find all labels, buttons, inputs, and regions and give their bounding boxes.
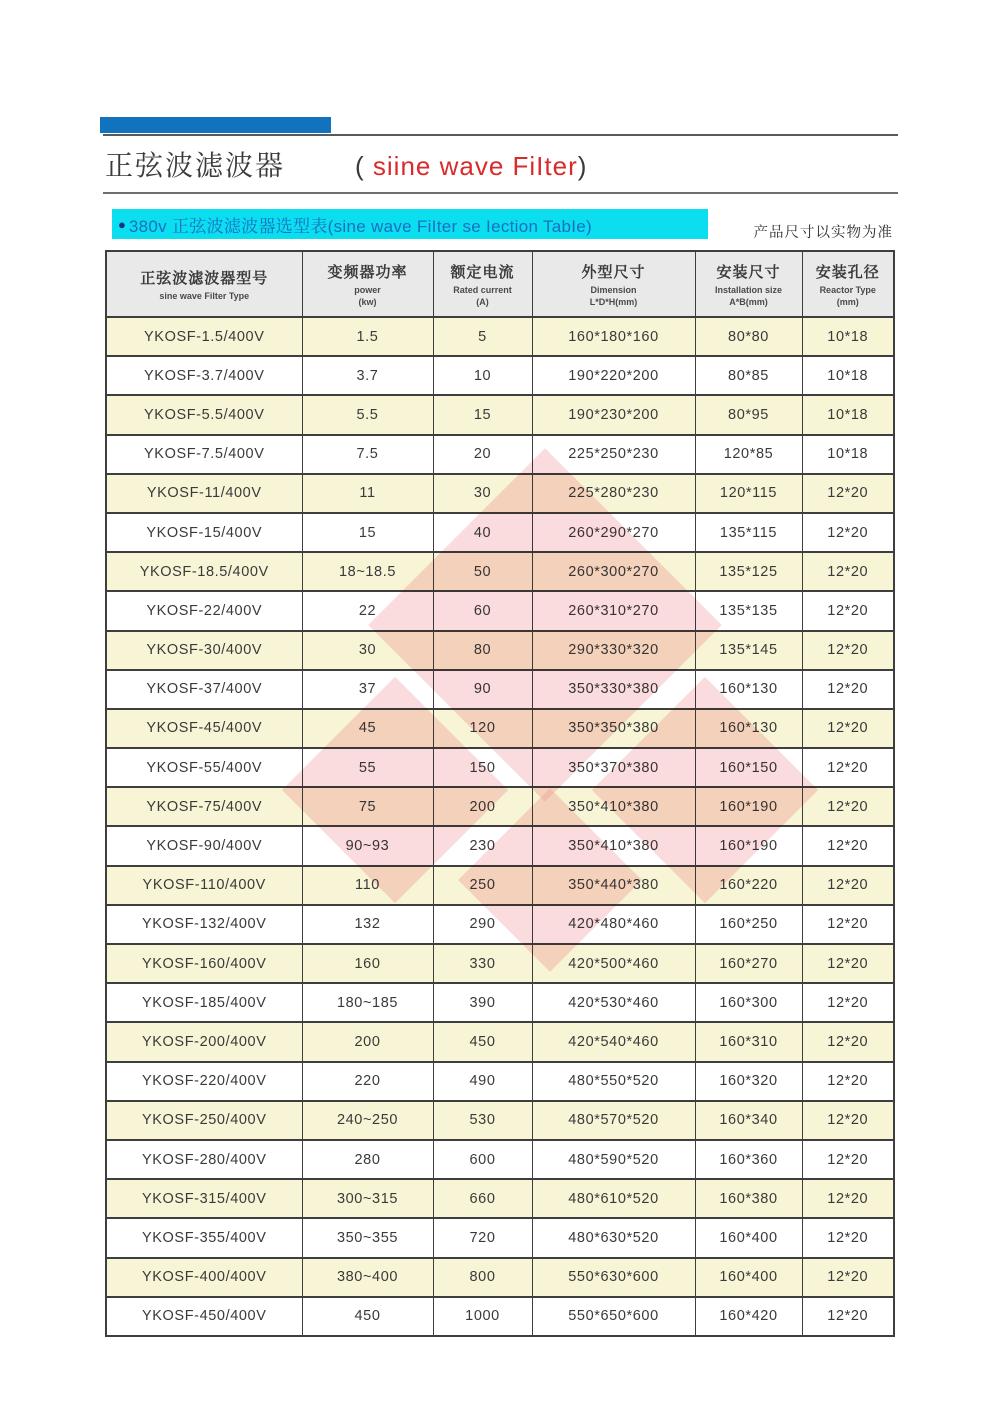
cell-hole: 12*20 — [802, 513, 894, 552]
cell-model: YKOSF-37/400V — [106, 670, 302, 709]
cell-hole: 12*20 — [802, 1218, 894, 1257]
title-chinese: 正弦波滤波器 — [105, 150, 286, 181]
cell-power: 380~400 — [302, 1258, 433, 1297]
cell-power: 280 — [302, 1140, 433, 1179]
cell-installation: 160*380 — [695, 1179, 802, 1218]
header-cn: 正弦波滤波器型号 — [140, 270, 269, 287]
cell-power: 55 — [302, 748, 433, 787]
cell-hole: 12*20 — [802, 591, 894, 630]
cell-model: YKOSF-90/400V — [106, 826, 302, 865]
size-note: 产品尺寸以实物为准 — [753, 225, 893, 241]
header-cn: 安装孔径 — [815, 264, 880, 281]
cell-hole: 12*20 — [802, 983, 894, 1022]
cell-current: 720 — [433, 1218, 532, 1257]
cell-power: 75 — [302, 787, 433, 826]
cell-hole: 12*20 — [802, 474, 894, 513]
cell-model: YKOSF-11/400V — [106, 474, 302, 513]
cell-current: 490 — [433, 1062, 532, 1101]
table-row — [106, 670, 894, 709]
cell-dimension: 420*530*460 — [532, 983, 695, 1022]
cell-current: 1000 — [433, 1297, 532, 1336]
header-unit: (mm) — [836, 297, 859, 307]
header-en: Reactor Type — [819, 285, 876, 295]
cell-installation: 160*310 — [695, 1022, 802, 1061]
cell-installation: 160*150 — [695, 748, 802, 787]
cell-power: 240~250 — [302, 1101, 433, 1140]
cell-installation: 160*130 — [695, 670, 802, 709]
cell-hole: 12*20 — [802, 826, 894, 865]
cell-installation: 160*190 — [695, 826, 802, 865]
cell-current: 5 — [433, 317, 532, 356]
cell-installation: 160*340 — [695, 1101, 802, 1140]
cell-model: YKOSF-5.5/400V — [106, 395, 302, 434]
cell-model: YKOSF-45/400V — [106, 709, 302, 748]
cell-hole: 12*20 — [802, 1179, 894, 1218]
cell-current: 800 — [433, 1258, 532, 1297]
table-row — [106, 905, 894, 944]
cell-power: 200 — [302, 1022, 433, 1061]
cell-dimension: 290*330*320 — [532, 631, 695, 670]
cell-installation: 80*95 — [695, 395, 802, 434]
cell-dimension: 480*590*520 — [532, 1140, 695, 1179]
cell-hole: 12*20 — [802, 1062, 894, 1101]
cell-power: 132 — [302, 905, 433, 944]
table-row — [106, 826, 894, 865]
cell-power: 300~315 — [302, 1179, 433, 1218]
cell-dimension: 190*220*200 — [532, 356, 695, 395]
table-row — [106, 944, 894, 983]
cell-dimension: 480*570*520 — [532, 1101, 695, 1140]
cell-power: 350~355 — [302, 1218, 433, 1257]
cell-current: 120 — [433, 709, 532, 748]
table-row — [106, 1258, 894, 1297]
cell-power: 3.7 — [302, 356, 433, 395]
cell-current: 40 — [433, 513, 532, 552]
cell-hole: 12*20 — [802, 631, 894, 670]
cell-model: YKOSF-1.5/400V — [106, 317, 302, 356]
title-english — [355, 151, 587, 181]
header-en: Dimension — [590, 285, 637, 295]
cell-current: 290 — [433, 905, 532, 944]
table-row — [106, 1218, 894, 1257]
cell-power: 22 — [302, 591, 433, 630]
cell-installation: 160*420 — [695, 1297, 802, 1336]
table-row — [106, 748, 894, 787]
bullet-icon: ● — [118, 216, 126, 232]
cell-power: 30 — [302, 631, 433, 670]
table-row — [106, 474, 894, 513]
page-title — [105, 144, 895, 184]
section-highlight-text: 380v 正弦波滤波器选型表(sine wave FiIter se Iection TabIe) — [128, 216, 592, 236]
cell-power: 110 — [302, 866, 433, 905]
cell-current: 600 — [433, 1140, 532, 1179]
cell-installation: 135*125 — [695, 552, 802, 591]
cell-dimension: 350*440*380 — [532, 866, 695, 905]
cell-hole: 12*20 — [802, 905, 894, 944]
cell-model: YKOSF-200/400V — [106, 1022, 302, 1061]
cell-installation: 135*145 — [695, 631, 802, 670]
section-highlight — [112, 209, 708, 239]
cell-dimension: 550*630*600 — [532, 1258, 695, 1297]
cell-hole: 12*20 — [802, 552, 894, 591]
cell-dimension: 550*650*600 — [532, 1297, 695, 1336]
cell-installation: 160*360 — [695, 1140, 802, 1179]
cell-installation: 135*115 — [695, 513, 802, 552]
table-row — [106, 356, 894, 395]
header-cn: 外型尺寸 — [581, 264, 646, 281]
cell-model: YKOSF-400/400V — [106, 1258, 302, 1297]
table-row — [106, 631, 894, 670]
cell-dimension: 260*290*270 — [532, 513, 695, 552]
cell-dimension: 350*410*380 — [532, 826, 695, 865]
col-header-installation — [695, 251, 802, 317]
table-row — [106, 513, 894, 552]
cell-current: 15 — [433, 395, 532, 434]
cell-model: YKOSF-250/400V — [106, 1101, 302, 1140]
cell-model: YKOSF-75/400V — [106, 787, 302, 826]
title-open-paren: ( — [355, 151, 373, 181]
cell-model: YKOSF-110/400V — [106, 866, 302, 905]
cell-current: 660 — [433, 1179, 532, 1218]
cell-dimension: 480*610*520 — [532, 1179, 695, 1218]
cell-installation: 135*135 — [695, 591, 802, 630]
cell-model: YKOSF-132/400V — [106, 905, 302, 944]
spec-table — [105, 250, 895, 1337]
cell-dimension: 350*330*380 — [532, 670, 695, 709]
cell-dimension: 225*280*230 — [532, 474, 695, 513]
col-header-current — [433, 251, 532, 317]
header-cn: 安装尺寸 — [716, 264, 781, 281]
cell-hole: 12*20 — [802, 787, 894, 826]
table-row — [106, 1179, 894, 1218]
cell-current: 30 — [433, 474, 532, 513]
table-body — [106, 317, 894, 1336]
cell-dimension: 350*350*380 — [532, 709, 695, 748]
cell-model: YKOSF-160/400V — [106, 944, 302, 983]
cell-hole: 10*18 — [802, 356, 894, 395]
table-row — [106, 1062, 894, 1101]
cell-current: 60 — [433, 591, 532, 630]
cell-power: 15 — [302, 513, 433, 552]
header-rule — [103, 134, 898, 136]
cell-power: 5.5 — [302, 395, 433, 434]
cell-model: YKOSF-22/400V — [106, 591, 302, 630]
cell-hole: 12*20 — [802, 866, 894, 905]
cell-dimension: 350*410*380 — [532, 787, 695, 826]
cell-model: YKOSF-3.7/400V — [106, 356, 302, 395]
cell-model: YKOSF-355/400V — [106, 1218, 302, 1257]
cell-current: 450 — [433, 1022, 532, 1061]
cell-installation: 80*80 — [695, 317, 802, 356]
header-cn: 变频器功率 — [327, 264, 408, 281]
col-header-model — [106, 251, 302, 317]
cell-dimension: 190*230*200 — [532, 395, 695, 434]
header-en: power — [354, 285, 381, 295]
cell-hole: 12*20 — [802, 1140, 894, 1179]
cell-dimension: 225*250*230 — [532, 435, 695, 474]
cell-power: 160 — [302, 944, 433, 983]
cell-hole: 12*20 — [802, 670, 894, 709]
table-row — [106, 1297, 894, 1336]
cell-power: 45 — [302, 709, 433, 748]
cell-current: 150 — [433, 748, 532, 787]
header-unit: (kw) — [358, 297, 377, 307]
cell-dimension: 420*480*460 — [532, 905, 695, 944]
header-unit: (A) — [476, 297, 489, 307]
table-header-row — [106, 251, 894, 317]
cell-installation: 120*85 — [695, 435, 802, 474]
cell-model: YKOSF-18.5/400V — [106, 552, 302, 591]
title-close-paren: ) — [577, 151, 588, 181]
cell-installation: 160*220 — [695, 866, 802, 905]
cell-current: 90 — [433, 670, 532, 709]
table-row — [106, 591, 894, 630]
cell-power: 18~18.5 — [302, 552, 433, 591]
cell-current: 200 — [433, 787, 532, 826]
cell-hole: 12*20 — [802, 709, 894, 748]
table-row — [106, 552, 894, 591]
cell-current: 330 — [433, 944, 532, 983]
cell-power: 180~185 — [302, 983, 433, 1022]
cell-installation: 160*250 — [695, 905, 802, 944]
table-row — [106, 317, 894, 356]
header-en: Installation size — [714, 285, 783, 295]
cell-model: YKOSF-220/400V — [106, 1062, 302, 1101]
col-header-power — [302, 251, 433, 317]
cell-power: 7.5 — [302, 435, 433, 474]
header-en: sine wave Filter Type — [159, 291, 250, 301]
cell-power: 90~93 — [302, 826, 433, 865]
cell-dimension: 480*630*520 — [532, 1218, 695, 1257]
cell-model: YKOSF-55/400V — [106, 748, 302, 787]
cell-power: 37 — [302, 670, 433, 709]
table-row — [106, 866, 894, 905]
table-row — [106, 1022, 894, 1061]
cell-hole: 12*20 — [802, 1101, 894, 1140]
title-rule — [103, 192, 898, 194]
title-english-red: siine wave FiIter — [372, 151, 578, 181]
table-row — [106, 983, 894, 1022]
cell-model: YKOSF-15/400V — [106, 513, 302, 552]
cell-installation: 160*270 — [695, 944, 802, 983]
cell-hole: 10*18 — [802, 395, 894, 434]
cell-model: YKOSF-185/400V — [106, 983, 302, 1022]
cell-current: 530 — [433, 1101, 532, 1140]
cell-model: YKOSF-7.5/400V — [106, 435, 302, 474]
table-row — [106, 395, 894, 434]
cell-hole: 12*20 — [802, 1258, 894, 1297]
cell-power: 450 — [302, 1297, 433, 1336]
table-row — [106, 435, 894, 474]
cell-hole: 12*20 — [802, 1297, 894, 1336]
cell-hole: 10*18 — [802, 317, 894, 356]
cell-model: YKOSF-315/400V — [106, 1179, 302, 1218]
cell-model: YKOSF-30/400V — [106, 631, 302, 670]
cell-dimension: 420*500*460 — [532, 944, 695, 983]
cell-dimension: 160*180*160 — [532, 317, 695, 356]
cell-current: 80 — [433, 631, 532, 670]
header-unit: L*D*H(mm) — [589, 297, 638, 307]
cell-model: YKOSF-280/400V — [106, 1140, 302, 1179]
cell-current: 250 — [433, 866, 532, 905]
cell-installation: 160*190 — [695, 787, 802, 826]
cell-current: 10 — [433, 356, 532, 395]
cell-installation: 160*130 — [695, 709, 802, 748]
table-row — [106, 787, 894, 826]
header-en: Rated current — [453, 285, 512, 295]
header-unit: A*B(mm) — [729, 297, 768, 307]
cell-hole: 12*20 — [802, 748, 894, 787]
cell-dimension: 260*310*270 — [532, 591, 695, 630]
cell-current: 390 — [433, 983, 532, 1022]
header-cn: 额定电流 — [450, 264, 515, 281]
col-header-hole — [802, 251, 894, 317]
table-row — [106, 1101, 894, 1140]
cell-power: 1.5 — [302, 317, 433, 356]
table-row — [106, 1140, 894, 1179]
cell-dimension: 420*540*460 — [532, 1022, 695, 1061]
cell-current: 20 — [433, 435, 532, 474]
cell-power: 220 — [302, 1062, 433, 1101]
cell-installation: 160*400 — [695, 1258, 802, 1297]
cell-hole: 12*20 — [802, 944, 894, 983]
cell-power: 11 — [302, 474, 433, 513]
cell-dimension: 480*550*520 — [532, 1062, 695, 1101]
cell-dimension: 260*300*270 — [532, 552, 695, 591]
cell-installation: 160*320 — [695, 1062, 802, 1101]
cell-installation: 120*115 — [695, 474, 802, 513]
cell-model: YKOSF-450/400V — [106, 1297, 302, 1336]
cell-hole: 12*20 — [802, 1022, 894, 1061]
col-header-dimension — [532, 251, 695, 317]
cell-hole: 10*18 — [802, 435, 894, 474]
top-blue-bar — [100, 117, 331, 133]
cell-installation: 160*400 — [695, 1218, 802, 1257]
cell-current: 50 — [433, 552, 532, 591]
table-row — [106, 709, 894, 748]
cell-installation: 80*85 — [695, 356, 802, 395]
cell-dimension: 350*370*380 — [532, 748, 695, 787]
cell-current: 230 — [433, 826, 532, 865]
cell-installation: 160*300 — [695, 983, 802, 1022]
